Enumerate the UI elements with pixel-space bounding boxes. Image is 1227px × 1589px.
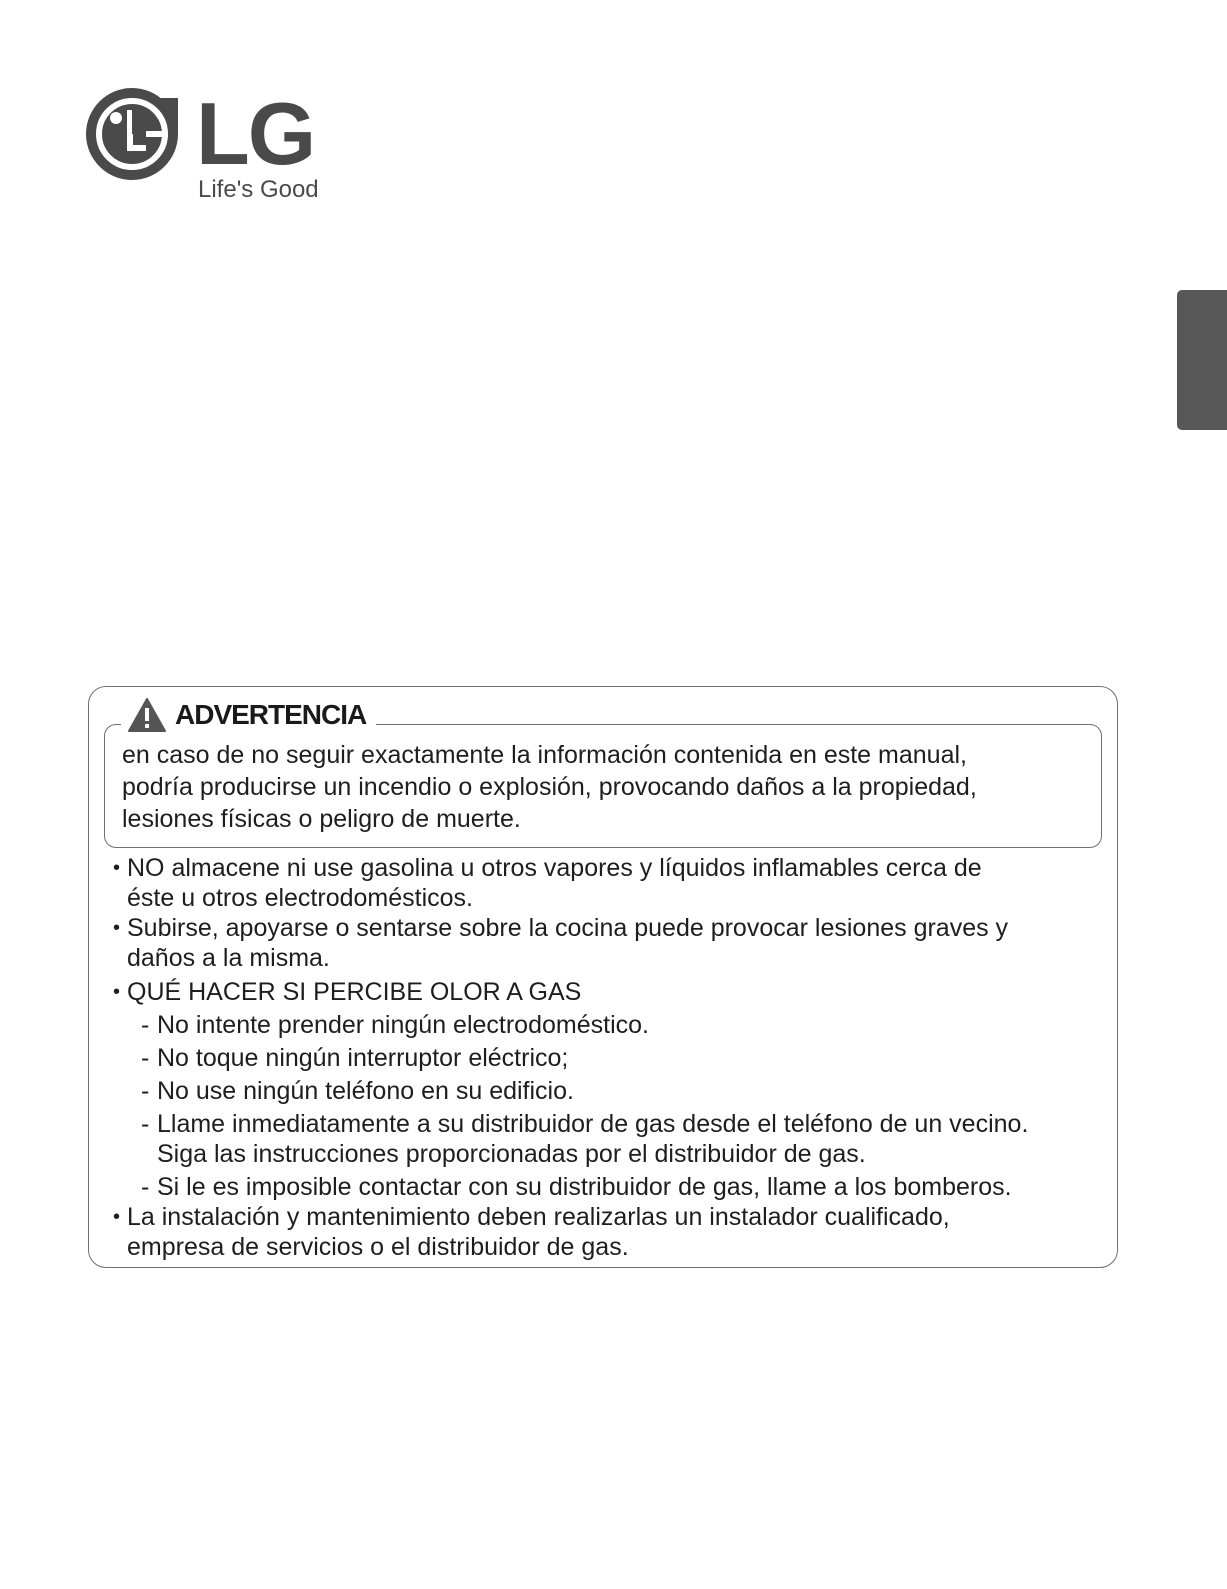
warning-bullet: [113, 913, 1103, 973]
lg-logo: [86, 84, 346, 218]
gas-step-line: - Llame inmediatamente a su distribuidor de gas desde el teléfono de un vecino.: [157, 1110, 1029, 1138]
intro-line: en caso de no seguir exactamente la información contenida en este manual,: [122, 741, 967, 769]
warning-header: [121, 693, 376, 737]
gas-step: [141, 1010, 1103, 1040]
warning-bullet: [113, 853, 1103, 913]
gas-step: [141, 1109, 1103, 1169]
warning-title: ADVERTENCIA: [175, 699, 367, 730]
lg-face-icon: [86, 88, 178, 180]
bullet-line: • Subirse, apoyarse o sentarse sobre la cocina puede provocar lesiones graves y: [127, 914, 1009, 942]
gas-steps-list: [127, 1010, 1103, 1202]
bullet-line: daños a la misma.: [127, 944, 330, 972]
section-tab: [1177, 290, 1227, 430]
gas-step-line: - Si le es imposible contactar con su distribuidor de gas, llame a los bomberos.: [157, 1173, 1012, 1201]
warning-intro: [122, 739, 1102, 835]
warning-bullet: [113, 1202, 1103, 1262]
bullet-line: • NO almacene ni use gasolina u otros vapores y líquidos inflamables cerca de: [127, 854, 982, 882]
gas-step: [141, 1076, 1103, 1106]
gas-step: [141, 1043, 1103, 1073]
logo-wordmark: LG: [196, 84, 315, 183]
gas-step: [141, 1172, 1103, 1202]
gas-step-line: - No intente prender ningún electrodoméstico.: [157, 1011, 649, 1039]
gas-step-line: Siga las instrucciones proporcionadas por el distribuidor de gas.: [157, 1140, 866, 1168]
warning-list: [113, 853, 1103, 1262]
bullet-line: • La instalación y mantenimiento deben realizarlas un instalador cualificado,: [127, 1203, 950, 1231]
warning-box: [88, 686, 1118, 1268]
gas-step-line: - No toque ningún interruptor eléctrico;: [157, 1044, 569, 1072]
gas-step-line: - No use ningún teléfono en su edificio.: [157, 1077, 574, 1105]
bullet-line: éste u otros electrodomésticos.: [127, 884, 473, 912]
bullet-line: empresa de servicios o el distribuidor de gas.: [127, 1233, 629, 1261]
warning-bullet: [113, 977, 1103, 1202]
logo-tagline: Life's Good: [198, 176, 319, 203]
warning-triangle-icon: [127, 697, 167, 733]
intro-line: podría producirse un incendio o explosión, provocando daños a la propiedad,: [122, 773, 977, 801]
bullet-line: • QUÉ HACER SI PERCIBE OLOR A GAS: [127, 978, 582, 1006]
intro-line: lesiones físicas o peligro de muerte.: [122, 805, 521, 833]
